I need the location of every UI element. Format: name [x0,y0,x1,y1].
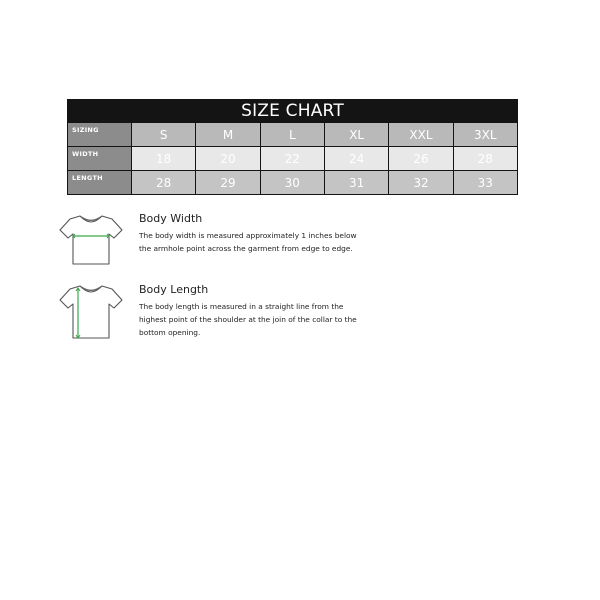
size-chart-title: SIZE CHART [241,101,344,121]
size-cell-xl: XL [325,123,388,146]
body-length-description: The body length is measured in a straight line from the highest point of the shoulder at the join of the collar to the bottom opening. [139,302,357,337]
row-label-sizing: SIZING [68,123,131,146]
size-cell-m: M [196,123,259,146]
size-cell-3xl: 3XL [454,123,517,146]
width-cell-l: 22 [261,147,324,170]
body-length-section [58,283,378,343]
length-cell-l: 30 [261,171,324,194]
body-width-section [58,212,378,268]
width-cell-xxl: 26 [389,147,452,170]
width-cell-s: 18 [132,147,195,170]
size-chart [67,99,518,195]
size-cell-s: S [132,123,195,146]
length-cell-m: 29 [196,171,259,194]
width-cell-m: 20 [196,147,259,170]
width-cell-3xl: 28 [454,147,517,170]
row-label-length: LENGTH [68,171,131,194]
body-width-title: Body Width [139,212,203,225]
body-width-description: The body width is measured approximately 1 inches below the armhole point across the garment from edge to edge. [139,231,357,253]
length-cell-xxl: 32 [389,171,452,194]
size-cell-xxl: XXL [389,123,452,146]
tshirt-width-icon [58,212,124,268]
length-cell-3xl: 33 [454,171,517,194]
tshirt-length-icon [58,283,124,343]
length-cell-s: 28 [132,171,195,194]
body-length-title: Body Length [139,283,209,296]
size-cell-l: L [261,123,324,146]
size-chart-grid [68,123,517,194]
width-cell-xl: 24 [325,147,388,170]
row-label-width: WIDTH [68,147,131,170]
length-cell-xl: 31 [325,171,388,194]
